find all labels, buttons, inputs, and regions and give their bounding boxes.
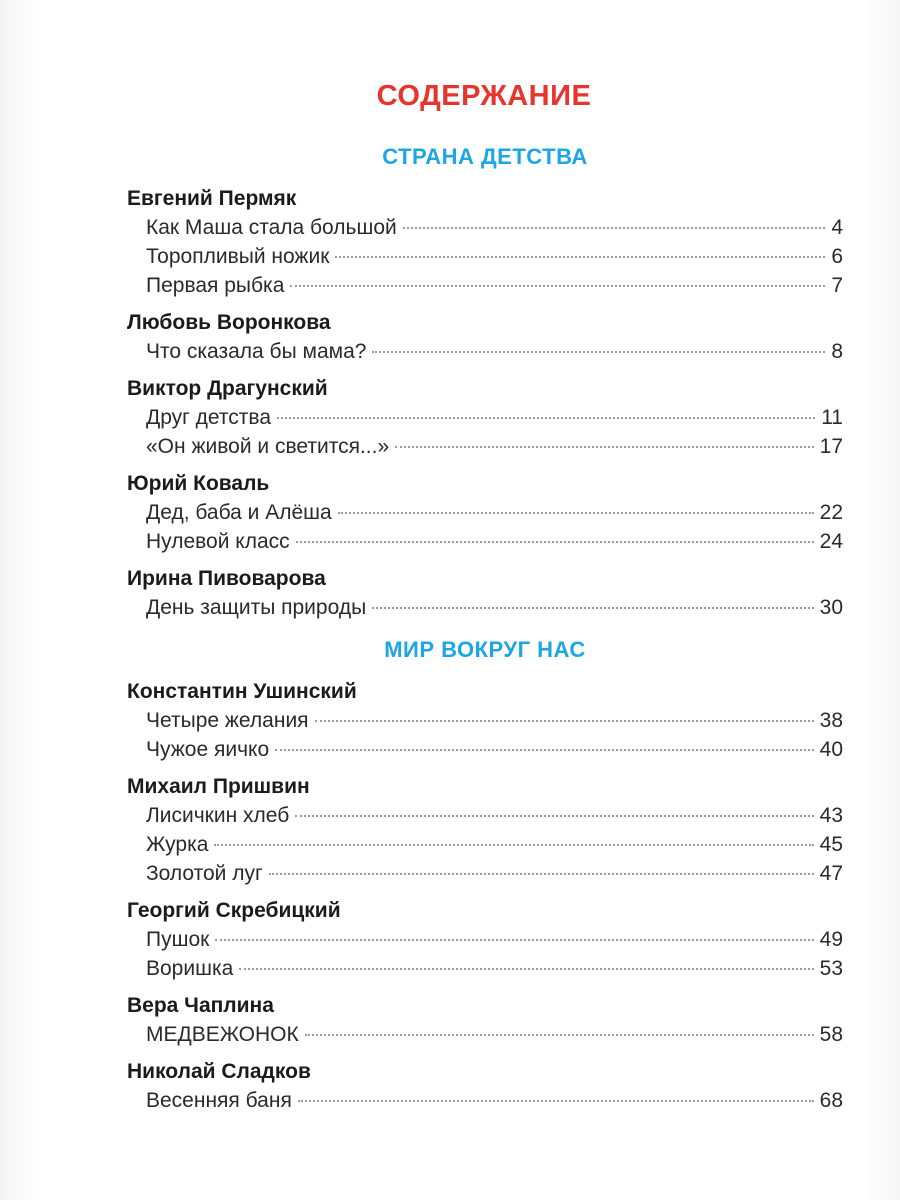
author-name: Михаил Пришвин [127,775,310,798]
author-name: Вера Чаплина [127,994,274,1017]
author-name: Николай Сладков [127,1060,311,1083]
entry-page-number: 68 [819,1089,843,1112]
author-block [127,677,843,764]
author-name: Любовь Воронкова [127,311,331,334]
entry-title: «Он живой и светится...» [146,435,390,458]
author-block [127,184,843,300]
section-title [127,631,843,669]
entry-leader-dots [335,256,825,258]
toc-entry[interactable] [127,1086,843,1115]
toc-entry[interactable] [127,735,843,764]
author-block [127,308,843,366]
entry-title: Друг детства [146,406,271,429]
entry-title: День защиты природы [146,596,367,619]
section-title-text: МИР ВОКРУГ НАС [384,637,586,662]
author-name: Юрий Коваль [127,472,270,495]
entry-page-number: 47 [819,862,843,885]
author-block [127,1057,843,1115]
entry-page-number: 4 [831,216,843,239]
entry-leader-dots [296,541,814,543]
entry-leader-dots [290,285,825,287]
entry-title: МЕДВЕЖОНОК [146,1023,299,1046]
author-name: Евгений Пермяк [127,187,297,210]
entry-leader-dots [269,873,814,875]
entry-leader-dots [295,815,813,817]
entry-title: Торопливый ножик [146,245,330,268]
entry-title: Воришка [146,957,234,980]
entry-leader-dots [215,939,813,941]
entry-page-number: 45 [819,833,843,856]
entry-leader-dots [305,1034,814,1036]
toc-entry[interactable] [127,954,843,983]
toc-entry[interactable] [127,213,843,242]
entry-leader-dots [403,227,826,229]
entry-title: Как Маша стала большой [146,216,397,239]
entry-title: Дед, баба и Алёша [146,501,332,524]
author-block [127,564,843,622]
entry-title: Золотой луг [146,862,263,885]
entry-page-number: 53 [819,957,843,980]
entry-leader-dots [315,720,814,722]
entry-leader-dots [214,844,813,846]
entry-title: Пушок [146,928,210,951]
toc-title: СОДЕРЖАНИЕ [376,80,592,112]
entry-page-number: 22 [819,501,843,524]
entry-title: Что сказала бы мама? [146,340,367,363]
entry-page-number: 17 [819,435,843,458]
entry-page-number: 58 [819,1023,843,1046]
toc-entry[interactable] [127,403,843,432]
entry-title: Лисичкин хлеб [146,804,290,827]
toc-entry[interactable] [127,859,843,888]
toc-entry[interactable] [127,706,843,735]
toc-entry[interactable] [127,337,843,366]
entry-page-number: 49 [819,928,843,951]
entry-leader-dots [372,607,813,609]
entry-title: Четыре желания [146,709,309,732]
author-name: Виктор Драгунский [127,377,328,400]
section-title-text: СТРАНА ДЕТСТВА [382,144,588,169]
toc-entry[interactable] [127,593,843,622]
entry-leader-dots [298,1100,814,1102]
author-name: Константин Ушинский [127,680,357,703]
toc-entry[interactable] [127,1020,843,1049]
author-name: Ирина Пивоварова [127,567,326,590]
entry-page-number: 40 [819,738,843,761]
entry-leader-dots [395,446,814,448]
author-block [127,772,843,888]
entry-title: Нулевой класс [146,530,290,553]
entry-title: Журка [146,833,209,856]
entry-page-number: 11 [821,406,843,429]
entry-leader-dots [239,968,813,970]
toc-section [127,631,843,1115]
entry-page-number: 24 [819,530,843,553]
entry-page-number: 30 [819,596,843,619]
toc-entry[interactable] [127,801,843,830]
author-block [127,896,843,983]
toc-entry[interactable] [127,527,843,556]
author-block [127,991,843,1049]
toc-section [127,138,843,622]
entry-page-number: 6 [831,245,843,268]
toc-entry[interactable] [127,271,843,300]
entry-page-number: 38 [819,709,843,732]
entry-page-number: 8 [831,340,843,363]
section-title [127,138,843,176]
entry-leader-dots [372,351,825,353]
author-name: Георгий Скребицкий [127,899,341,922]
entry-leader-dots [338,512,814,514]
toc-entry[interactable] [127,498,843,527]
entry-title: Первая рыбка [146,274,285,297]
entry-page-number: 43 [819,804,843,827]
author-block [127,469,843,556]
toc-entry[interactable] [127,830,843,859]
entry-page-number: 7 [831,274,843,297]
entry-title: Весенняя баня [146,1089,292,1112]
entry-title: Чужое яичко [146,738,270,761]
author-block [127,374,843,461]
toc-entry[interactable] [127,925,843,954]
toc-entry[interactable] [127,432,843,461]
entry-leader-dots [277,417,815,419]
entry-leader-dots [275,749,814,751]
toc-entry[interactable] [127,242,843,271]
